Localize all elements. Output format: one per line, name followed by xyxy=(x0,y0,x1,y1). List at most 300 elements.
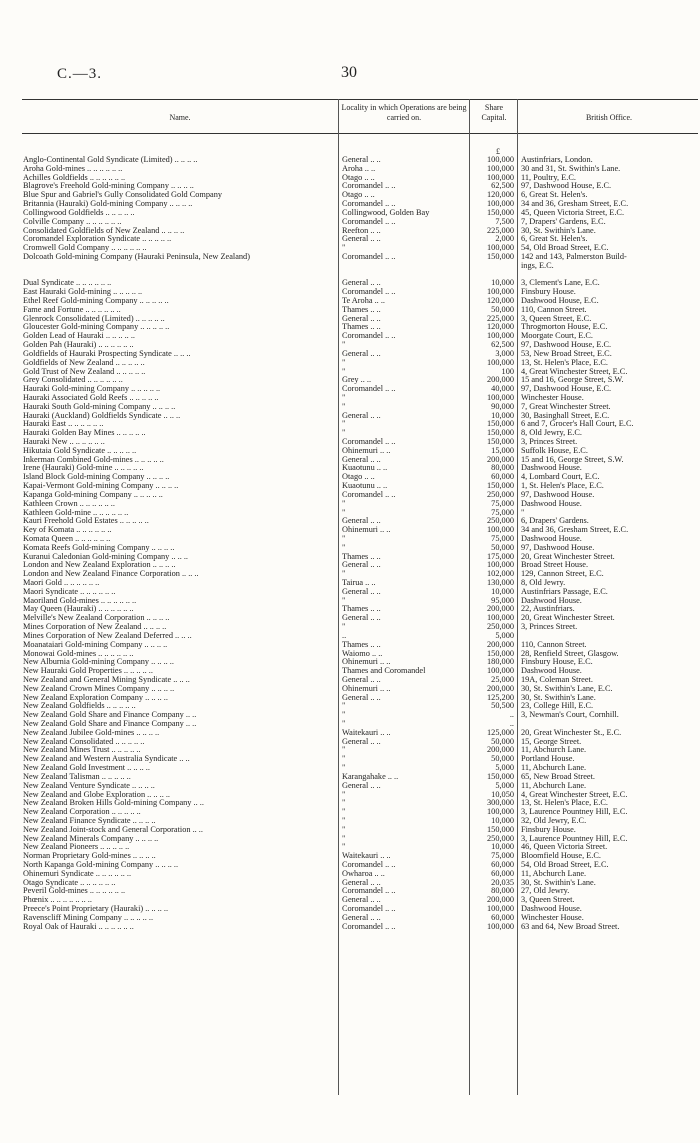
table-row xyxy=(0,394,700,403)
british-office: 3, Princes Street. xyxy=(521,623,578,632)
company-name: Komata Queen .. .. .. .. .. .. xyxy=(23,534,111,543)
company-name: East Hauraki Gold-mining .. .. .. .. .. xyxy=(23,288,143,297)
company-name: New Zealand Minerals Company .. .. .. .. xyxy=(23,834,159,843)
company-name: Blagrove's Freehold Gold-mining Company .. .. .. .. xyxy=(23,182,194,191)
locality: Thames .. .. xyxy=(342,323,381,332)
locality: " xyxy=(342,341,346,350)
share-capital: 75,000 xyxy=(491,851,514,861)
share-capital: 15,000 xyxy=(491,445,514,455)
company-name: New Zealand and Western Australia Syndicate .. .. xyxy=(23,755,190,764)
company-name: Maoriland Gold-mines .. .. .. .. .. .. xyxy=(23,596,137,605)
british-office: Portland House. xyxy=(521,755,575,764)
locality: " xyxy=(342,808,346,817)
share-capital: 100,000 xyxy=(487,287,514,297)
table-row xyxy=(0,544,700,553)
locality: Otago .. .. xyxy=(342,173,375,182)
share-capital: 2,000 xyxy=(495,234,514,244)
locality: Coromandel .. .. xyxy=(342,182,396,191)
company-name: Norman Proprietary Gold-mines .. .. .. .. xyxy=(23,852,156,861)
locality: Aroha .. .. xyxy=(342,164,376,173)
company-name: Hikutaia Gold Syndicate .. .. .. .. .. xyxy=(23,446,137,455)
british-office: 19A, Coleman Street. xyxy=(521,675,593,684)
table-row xyxy=(0,429,700,438)
british-office: 8, Old Jewry. xyxy=(521,579,566,587)
locality: Coromandel .. .. xyxy=(342,861,396,869)
british-office: 20, Great Winchester Street. xyxy=(521,552,615,561)
locality: " xyxy=(342,402,346,411)
table-row xyxy=(0,702,700,711)
locality: " xyxy=(342,834,346,843)
british-office: 30, St. Swithin's Lane. xyxy=(521,878,596,887)
locality: Tairua .. .. xyxy=(342,579,376,587)
share-capital: 150,000 xyxy=(487,648,514,658)
share-capital: 150,000 xyxy=(487,481,514,491)
share-capital: 5,000 xyxy=(495,780,514,790)
share-capital: 10,050 xyxy=(491,789,514,799)
locality: Waiomo .. .. xyxy=(342,649,383,658)
share-capital: 100,000 xyxy=(487,331,514,341)
british-office: 27, Old Jewry. xyxy=(521,887,570,896)
company-name: Maori Syndicate .. .. .. .. .. .. xyxy=(23,587,116,596)
british-office: Austinfriars, London. xyxy=(521,156,593,164)
share-capital: 150,000 xyxy=(487,207,514,217)
locality: Karangahake .. .. xyxy=(342,772,399,781)
table-row xyxy=(0,306,700,315)
british-office: Finsbury House. xyxy=(521,825,576,834)
british-office: 30, Basinghall Street, E.C. xyxy=(521,411,610,420)
british-office: 11, Abchurch Lane. xyxy=(521,764,587,773)
locality: Coromandel .. .. xyxy=(342,200,396,209)
british-office: 4, Great Winchester Street, E.C. xyxy=(521,790,628,799)
locality: General .. .. xyxy=(342,913,381,922)
top-rule xyxy=(22,99,698,100)
table-row xyxy=(0,632,700,641)
locality: " xyxy=(342,790,346,799)
locality: " xyxy=(342,420,346,429)
share-capital: 250,000 xyxy=(487,833,514,843)
british-office: 7, Drapers' Gardens, E.C. xyxy=(521,217,606,226)
table-row xyxy=(0,279,700,288)
share-capital: 100,000 xyxy=(487,243,514,253)
locality: General .. .. xyxy=(342,411,381,420)
company-name: Preece's Point Proprietary (Hauraki) .. .. .. .. xyxy=(23,905,169,914)
company-name: Golden Pah (Hauraki) .. .. .. .. .. .. xyxy=(23,341,134,350)
british-office: 20, Great Winchester St., E.C. xyxy=(521,728,622,737)
british-office: 11, Poultry, E.C. xyxy=(521,173,576,182)
table-row xyxy=(0,694,700,703)
locality: Coromandel .. .. xyxy=(342,905,396,914)
british-office: 15 and 16, George Street, S.W. xyxy=(521,455,624,464)
share-capital: 200,000 xyxy=(487,895,514,905)
company-name: New Zealand Gold Investment .. .. .. .. xyxy=(23,764,150,773)
table-row xyxy=(0,764,700,773)
column-header-office: British Office. xyxy=(585,113,633,122)
share-capital: 10,000 xyxy=(491,842,514,852)
british-office: Dashwood House. xyxy=(521,464,582,473)
locality: " xyxy=(342,702,346,711)
share-capital: 200,000 xyxy=(487,604,514,614)
share-capital: 250,000 xyxy=(487,516,514,526)
share-capital: 10,000 xyxy=(491,586,514,596)
british-office: 30 and 31, St. Swithin's Lane. xyxy=(521,164,621,173)
company-name: Golden Lead of Hauraki .. .. .. .. .. xyxy=(23,332,135,341)
company-name: Hauraki Gold-mining Company .. .. .. .. .. xyxy=(23,385,161,394)
share-capital: 100,000 xyxy=(487,172,514,182)
locality: Ohinemuri .. .. xyxy=(342,684,391,693)
company-name: Ravenscliff Mining Company .. .. .. .. .. xyxy=(23,913,154,922)
table-row xyxy=(0,403,700,412)
column-header-name: Name. xyxy=(169,113,191,122)
british-office: 3, Clement's Lane, E.C. xyxy=(521,279,600,288)
locality: " xyxy=(342,816,346,825)
british-office: 110, Cannon Street. xyxy=(521,640,587,649)
locality: Thames and Coromandel xyxy=(342,667,426,676)
british-office: 30, St. Swithin's Lane. xyxy=(521,693,596,702)
company-name: Maori Gold .. .. .. .. .. .. xyxy=(23,579,100,587)
share-capital: 150,000 xyxy=(487,824,514,834)
table-row xyxy=(0,315,700,324)
table-row xyxy=(0,861,700,870)
british-office: Finsbury House. xyxy=(521,288,576,297)
locality: " xyxy=(342,843,346,852)
share-capital: 100,000 xyxy=(487,199,514,209)
british-office: 3, Queen Street. xyxy=(521,896,575,905)
table-row xyxy=(0,588,700,597)
share-capital: 120,000 xyxy=(487,296,514,305)
share-capital: 100,000 xyxy=(487,525,514,535)
british-office: Dashwood House. xyxy=(521,667,582,676)
column-header-locality: Locality in which Operations are being carried on. xyxy=(341,103,467,122)
locality: Owharoa .. .. xyxy=(342,869,385,878)
company-name: Hauraki South Gold-mining Company .. .. .. .. xyxy=(23,402,176,411)
locality: " xyxy=(342,711,346,720)
share-capital: 75,000 xyxy=(491,498,514,508)
british-office: 34 and 36, Gresham Street, E.C. xyxy=(521,200,629,209)
british-office: 30, St. Swithin's Lane. xyxy=(521,226,596,235)
header-rule xyxy=(22,133,698,134)
company-name: New Zealand Goldfields .. .. .. .. .. xyxy=(23,702,136,711)
locality: " xyxy=(342,393,346,402)
company-name: Kathleen Crown .. .. .. .. .. .. xyxy=(23,499,115,508)
company-name: Komata Reefs Gold-mining Company .. .. .. .. xyxy=(23,543,175,552)
company-name: New Hauraki Gold Properties .. .. .. .. .. xyxy=(23,667,153,676)
british-office: Dashwood House. xyxy=(521,905,582,914)
table-row xyxy=(0,227,700,236)
table-row xyxy=(0,597,700,606)
locality: " xyxy=(342,244,346,253)
table-row xyxy=(0,464,700,473)
company-name: Glenrock Consolidated (Limited) .. .. .. .. .. xyxy=(23,314,165,323)
british-office: 32, Old Jewry, E.C. xyxy=(521,816,587,825)
locality: Otago .. .. xyxy=(342,473,375,482)
company-name: Aroha Gold-mines .. .. .. .. .. .. xyxy=(23,164,123,173)
british-office: Bloomfield House, E.C. xyxy=(521,852,601,861)
company-name: Kuranui Caledonian Gold-mining Company .. .. .. xyxy=(23,552,188,561)
share-capital: 10,000 xyxy=(491,410,514,420)
british-office: 1, St. Helen's Place, E.C. xyxy=(521,482,604,491)
table-row xyxy=(0,165,700,174)
share-capital: 150,000 xyxy=(487,251,514,261)
company-name: Hauraki Golden Bay Mines .. .. .. .. .. xyxy=(23,429,146,438)
locality: " xyxy=(342,508,346,517)
british-office: 34 and 36, Gresham Street, E.C. xyxy=(521,526,629,535)
british-office: Broad Street House. xyxy=(521,561,589,570)
locality: Collingwood, Golden Bay xyxy=(342,208,430,217)
company-name: Gloucester Gold-mining Company .. .. .. .. .. xyxy=(23,323,170,332)
company-name: New Zealand Finance Syndicate .. .. .. .. xyxy=(23,816,156,825)
british-office: Dashwood House. xyxy=(521,596,582,605)
british-office: 46, Queen Victoria Street. xyxy=(521,843,608,852)
british-office: Winchester House. xyxy=(521,393,584,402)
locality: " xyxy=(342,825,346,834)
british-office: 97, Dashwood House. xyxy=(521,490,595,499)
company-name: Moanataiari Gold-mining Company .. .. .. .. xyxy=(23,640,168,649)
company-name: Hauraki New .. .. .. .. .. .. xyxy=(23,438,105,446)
table-row xyxy=(0,456,700,465)
locality: General .. .. xyxy=(342,781,381,790)
company-name: Consolidated Goldfields of New Zealand .. .. .. .. xyxy=(23,226,185,235)
share-capital: 100,000 xyxy=(487,904,514,914)
share-capital: 50,000 xyxy=(491,542,514,552)
table-row xyxy=(0,561,700,570)
company-name: Collingwood Goldfields .. .. .. .. .. xyxy=(23,208,135,217)
company-name: Kapai-Vermont Gold-mining Company .. .. .. .. xyxy=(23,482,179,491)
table-row xyxy=(0,623,700,632)
locality: General .. .. xyxy=(342,878,381,887)
company-name: New Alburnia Gold-mining Company .. .. .. .. xyxy=(23,658,174,667)
british-office: 3, Newman's Court, Cornhill. xyxy=(521,711,619,720)
company-name: Kauri Freehold Gold Estates .. .. .. .. .. xyxy=(23,517,149,526)
table-row xyxy=(0,746,700,755)
british-office: Austinfriars Passage, E.C. xyxy=(521,587,608,596)
company-name: Britannia (Hauraki) Gold-mining Company .. .. .. .. xyxy=(23,200,193,209)
locality: Thames .. .. xyxy=(342,640,381,649)
british-office: 6, Great St. Helen's. xyxy=(521,191,588,200)
british-office: 6, Great St. Helen's. xyxy=(521,235,588,244)
share-capital: 40,000 xyxy=(491,384,514,394)
table-row xyxy=(0,791,700,800)
british-office: Dashwood House. xyxy=(521,534,582,543)
table-row xyxy=(0,614,700,623)
british-office: 6 and 7, Grocer's Hall Court, E.C. xyxy=(521,420,634,429)
british-office: 8, Old Jewry, E.C. xyxy=(521,429,582,438)
share-capital: 25,000 xyxy=(491,674,514,684)
share-capital: 102,000 xyxy=(487,569,514,579)
share-capital: 100,000 xyxy=(487,613,514,623)
locality: General .. .. xyxy=(342,896,381,905)
company-name: Dolcoath Gold-mining Company (Hauraki Peninsula, New Zealand) xyxy=(23,252,250,261)
table-row xyxy=(0,368,700,377)
company-name: Melville's New Zealand Corporation .. .. .. .. xyxy=(23,614,170,623)
table-row xyxy=(0,579,700,588)
locality: Grey .. .. xyxy=(342,376,372,385)
locality: Coromandel .. .. xyxy=(342,252,396,261)
company-name: Hauraki (Auckland) Goldfields Syndicate .. .. .. xyxy=(23,411,181,420)
company-name: New Zealand Jubilee Gold-mines .. .. .. .. xyxy=(23,728,160,737)
company-name: Kathleen Gold-mine .. .. .. .. .. .. xyxy=(23,508,129,517)
share-capital: 7,500 xyxy=(495,216,514,226)
company-name: Fame and Fortune .. .. .. .. .. .. xyxy=(23,305,121,314)
share-capital: 225,000 xyxy=(487,225,514,235)
british-office: ings, E.C. xyxy=(521,261,554,270)
table-row xyxy=(0,244,700,253)
british-office: 97, Dashwood House, E.C. xyxy=(521,182,612,191)
locality: " xyxy=(342,358,346,367)
share-capital: 50,500 xyxy=(491,701,514,711)
share-capital: 10,000 xyxy=(491,815,514,825)
company-name: New Zealand Joint-stock and General Corporation .. .. xyxy=(23,825,203,834)
locality: General .. .. xyxy=(342,737,381,746)
british-office: Winchester House. xyxy=(521,913,584,922)
locality: " xyxy=(342,623,346,632)
british-office: 7, Great Winchester Street. xyxy=(521,402,611,411)
table-row xyxy=(0,685,700,694)
company-name: Irene (Hauraki) Gold-mine .. .. .. .. .. xyxy=(23,464,144,473)
locality: General .. .. xyxy=(342,587,381,596)
company-name: Cromwell Gold Company .. .. .. .. .. .. xyxy=(23,244,147,253)
share-capital: 180,000 xyxy=(487,657,514,667)
locality: Coromandel .. .. xyxy=(342,217,396,226)
share-capital: 150,000 xyxy=(487,771,514,781)
company-name: Peveril Gold-mines .. .. .. .. .. .. xyxy=(23,887,126,896)
locality: Coromandel .. .. xyxy=(342,438,396,446)
share-capital: 125,000 xyxy=(487,727,514,737)
british-office: 97, Dashwood House, E.C. xyxy=(521,341,612,350)
share-capital: 100,000 xyxy=(487,155,514,164)
share-capital: 150,000 xyxy=(487,428,514,438)
locality: Coromandel .. .. xyxy=(342,887,396,896)
table-row xyxy=(0,755,700,764)
table-row xyxy=(0,535,700,544)
british-office: 142 and 143, Palmerston Build- xyxy=(521,252,627,261)
table-row xyxy=(0,262,700,271)
company-name: Mines Corporation of New Zealand .. .. .. .. xyxy=(23,623,167,632)
locality: General .. .. xyxy=(342,455,381,464)
table-row xyxy=(0,191,700,200)
table-row xyxy=(0,517,700,526)
british-office: 3, Laurence Pountney Hill, E.C. xyxy=(521,834,628,843)
table-row xyxy=(0,676,700,685)
table-row xyxy=(0,447,700,456)
table-row xyxy=(0,905,700,914)
locality: Thames .. .. xyxy=(342,552,381,561)
table-row xyxy=(0,341,700,350)
company-name: Blue Spur and Gabriel's Gully Consolidated Gold Company xyxy=(23,191,222,200)
british-office: 28, Renfield Street, Glasgow. xyxy=(521,649,619,658)
table-row xyxy=(0,799,700,808)
table-row xyxy=(0,500,700,509)
company-name: New Zealand Venture Syndicate .. .. .. .. xyxy=(23,781,155,790)
table-row xyxy=(0,923,700,932)
table-row xyxy=(0,385,700,394)
british-office: " xyxy=(521,508,525,517)
share-capital: 62,500 xyxy=(491,340,514,350)
british-office: 11, Abchurch Lane. xyxy=(521,746,587,755)
table-row xyxy=(0,720,700,729)
share-capital: 60,000 xyxy=(491,860,514,869)
table-row xyxy=(0,420,700,429)
share-capital: 62,500 xyxy=(491,181,514,191)
company-name: New Zealand Crown Mines Company .. .. .. .. xyxy=(23,684,175,693)
company-name: May Queen (Hauraki) .. .. .. .. .. .. xyxy=(23,605,134,614)
locality: General .. .. xyxy=(342,156,381,164)
share-capital: 20,035 xyxy=(491,877,514,887)
page-number: 30 xyxy=(341,64,357,81)
british-office: Dashwood House. xyxy=(521,499,582,508)
british-office: Finsbury House, E.C. xyxy=(521,658,593,667)
company-name: New Zealand Exploration Company .. .. .. .. xyxy=(23,693,168,702)
share-capital: 225,000 xyxy=(487,313,514,323)
table-row xyxy=(0,879,700,888)
table-row xyxy=(0,852,700,861)
company-name: Ethel Reef Gold-mining Company .. .. .. .. .. xyxy=(23,297,169,305)
share-capital: 100 xyxy=(501,366,514,376)
share-capital: 3,000 xyxy=(495,348,514,358)
company-name: New Zealand Gold Share and Finance Company .. .. xyxy=(23,711,197,720)
british-office: 54, Old Broad Street, E.C. xyxy=(521,861,609,869)
british-office: 23, College Hill, E.C. xyxy=(521,702,594,711)
locality: Coromandel .. .. xyxy=(342,288,396,297)
share-capital: .. xyxy=(509,710,514,720)
locality: Ohinemuri .. .. xyxy=(342,446,391,455)
company-name: New Zealand and Globe Exploration .. .. .. .. xyxy=(23,790,170,799)
company-name: Goldfields of Hauraki Prospecting Syndicate .. .. .. xyxy=(23,349,191,358)
locality: Coromandel .. .. xyxy=(342,332,396,341)
share-capital: 200,000 xyxy=(487,639,514,649)
locality: " xyxy=(342,499,346,508)
locality: General .. .. xyxy=(342,314,381,323)
company-name: Anglo-Continental Gold Syndicate (Limited) .. .. .. .. xyxy=(23,156,198,164)
locality: " xyxy=(342,755,346,764)
share-capital: 100,000 xyxy=(487,357,514,367)
british-office: 45, Queen Victoria Street, E.C. xyxy=(521,208,625,217)
share-capital: 150,000 xyxy=(487,437,514,446)
locality: Thames .. .. xyxy=(342,605,381,614)
british-office: 11, Abchurch Lane. xyxy=(521,781,587,790)
locality: " xyxy=(342,799,346,808)
table-row xyxy=(0,491,700,500)
locality: " xyxy=(342,429,346,438)
locality: General .. .. xyxy=(342,614,381,623)
share-capital: 100,000 xyxy=(487,560,514,570)
locality: General .. .. xyxy=(342,561,381,570)
share-capital: 175,000 xyxy=(487,551,514,561)
company-name: New Zealand Talisman .. .. .. .. .. xyxy=(23,772,131,781)
locality: Waitekauri .. .. xyxy=(342,728,391,737)
company-name: Gold Trust of New Zealand .. .. .. .. .. xyxy=(23,367,146,376)
company-name: North Kapanga Gold-mining Company .. .. .. .. xyxy=(23,861,179,869)
british-office: 11, Abchurch Lane. xyxy=(521,869,587,878)
table-row xyxy=(0,808,700,817)
share-capital: 250,000 xyxy=(487,622,514,632)
table-row xyxy=(0,843,700,852)
british-office: 22, Austinfriars. xyxy=(521,605,575,614)
table-row xyxy=(0,288,700,297)
table-row xyxy=(0,174,700,183)
table-row xyxy=(0,658,700,667)
table-row xyxy=(0,182,700,191)
locality: General .. .. xyxy=(342,349,381,358)
british-office: 20, Great Winchester Street. xyxy=(521,614,615,623)
table-row xyxy=(0,218,700,227)
table-row xyxy=(0,526,700,535)
currency-symbol: £ xyxy=(496,147,500,156)
table-row xyxy=(0,650,700,659)
locality: " xyxy=(342,367,346,376)
company-name: Grey Consolidated .. .. .. .. .. .. xyxy=(23,376,123,385)
british-office: 97, Dashwood House, E.C. xyxy=(521,385,612,394)
british-office: 4, Lombard Court, E.C. xyxy=(521,473,600,482)
